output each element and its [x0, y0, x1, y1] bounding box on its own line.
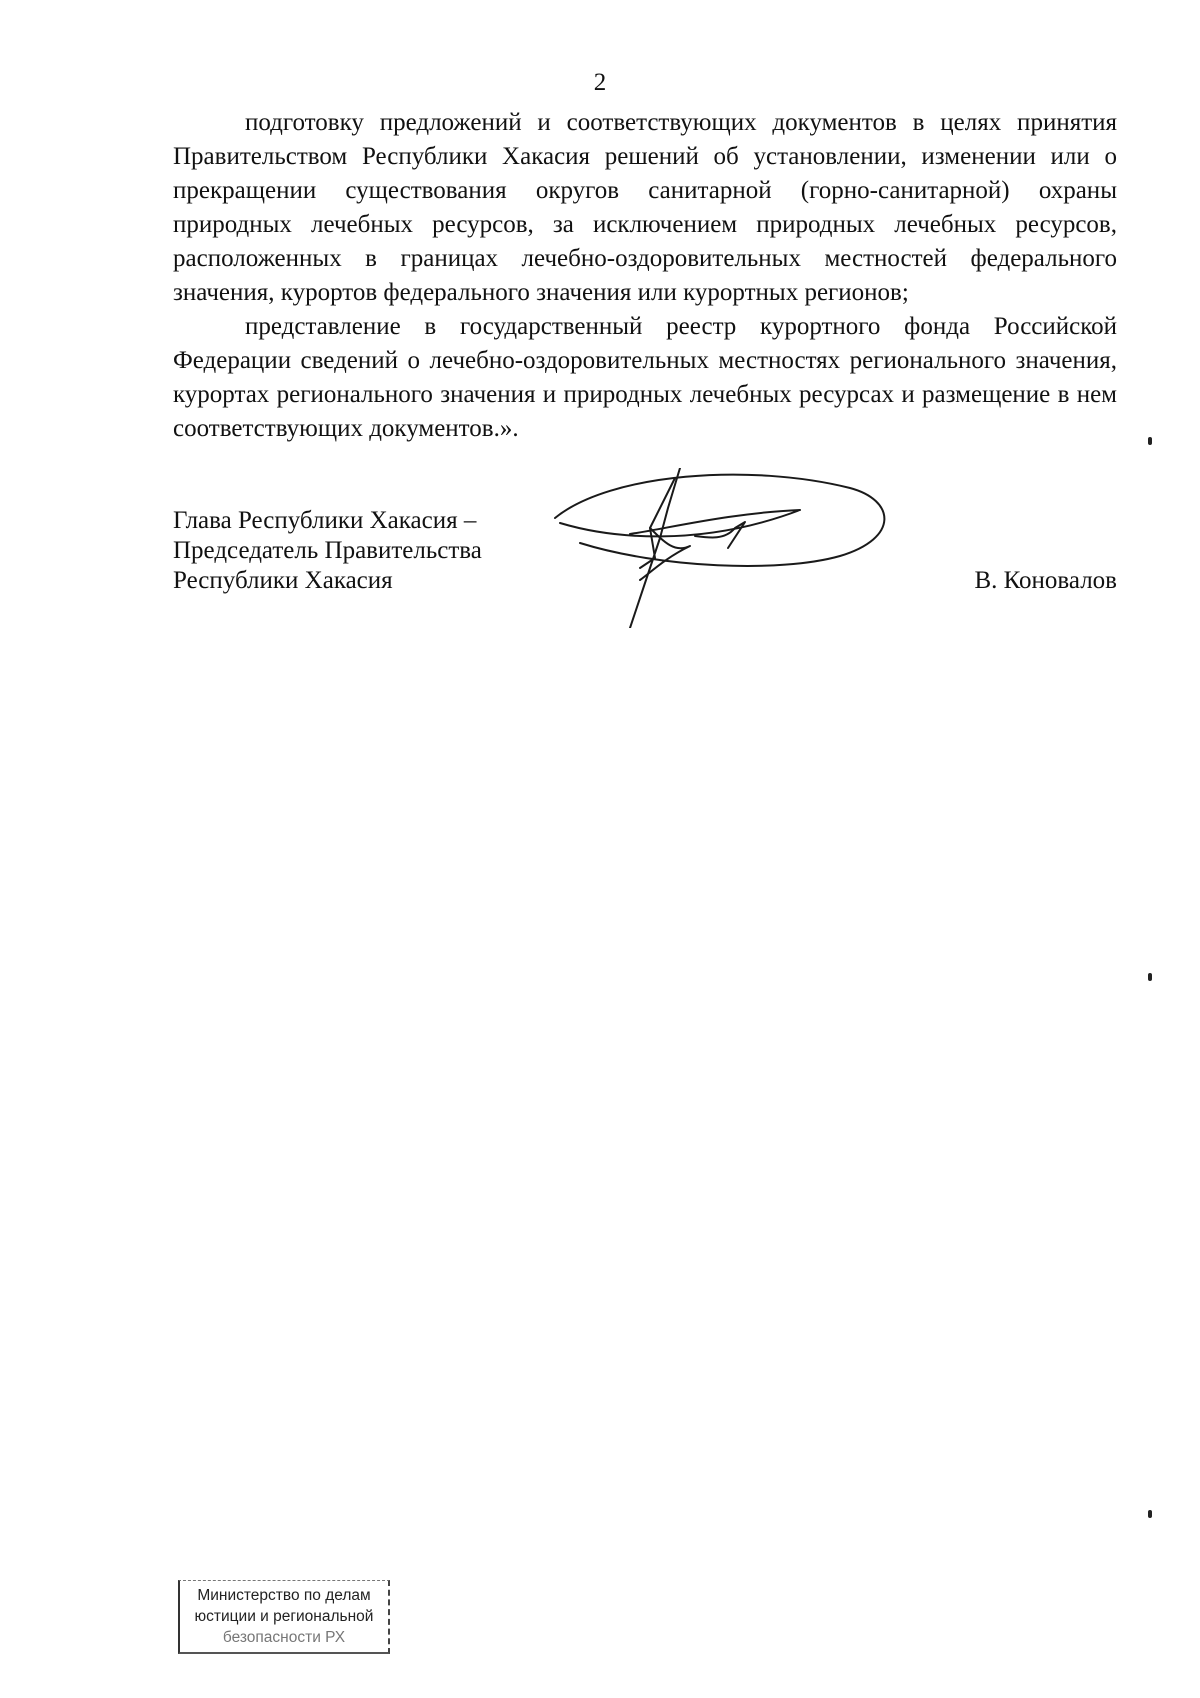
scan-mark	[1148, 437, 1152, 445]
paragraph-proposals: подготовку предложений и соответствующих документов в целях принятия Правительством Республики Хакасия решений об установлении, изменении или о прекращении существования округов санитарной (горно-санитарной) охраны природных лечебных ресурсов, за исключением природных лечебных ресурсов, расположенных в границах лечебно-оздоровительных местностей федерального значения, курортов федерального значения или курортных регионов;	[173, 109, 1117, 306]
signer-name: В. Коновалов	[974, 567, 1117, 594]
ministry-stamp	[178, 1580, 390, 1654]
scan-mark	[1148, 973, 1152, 981]
paragraph-registry: представление в государственный реестр курортного фонда Российской Федерации сведений о лечебно-оздоровительных местностях регионального значения, курортах регионального значения и природных лечебных ресурсах и размещение в нем соответствующих документов.».	[173, 313, 1117, 442]
stamp-line: Министерство по делам	[197, 1587, 371, 1604]
signatory-title-line: Глава Республики Хакасия –	[173, 507, 477, 534]
signatory-title-line: Председатель Правительства	[173, 537, 482, 564]
page-number: 2	[593, 69, 607, 96]
document-body	[173, 106, 1117, 446]
signatory-title-line: Республики Хакасия	[173, 567, 393, 594]
stamp-line: юстиции и региональной	[194, 1608, 374, 1625]
scan-mark	[1148, 1510, 1152, 1518]
stamp-line: безопасности РХ	[222, 1629, 346, 1646]
handwritten-signature	[550, 468, 910, 628]
